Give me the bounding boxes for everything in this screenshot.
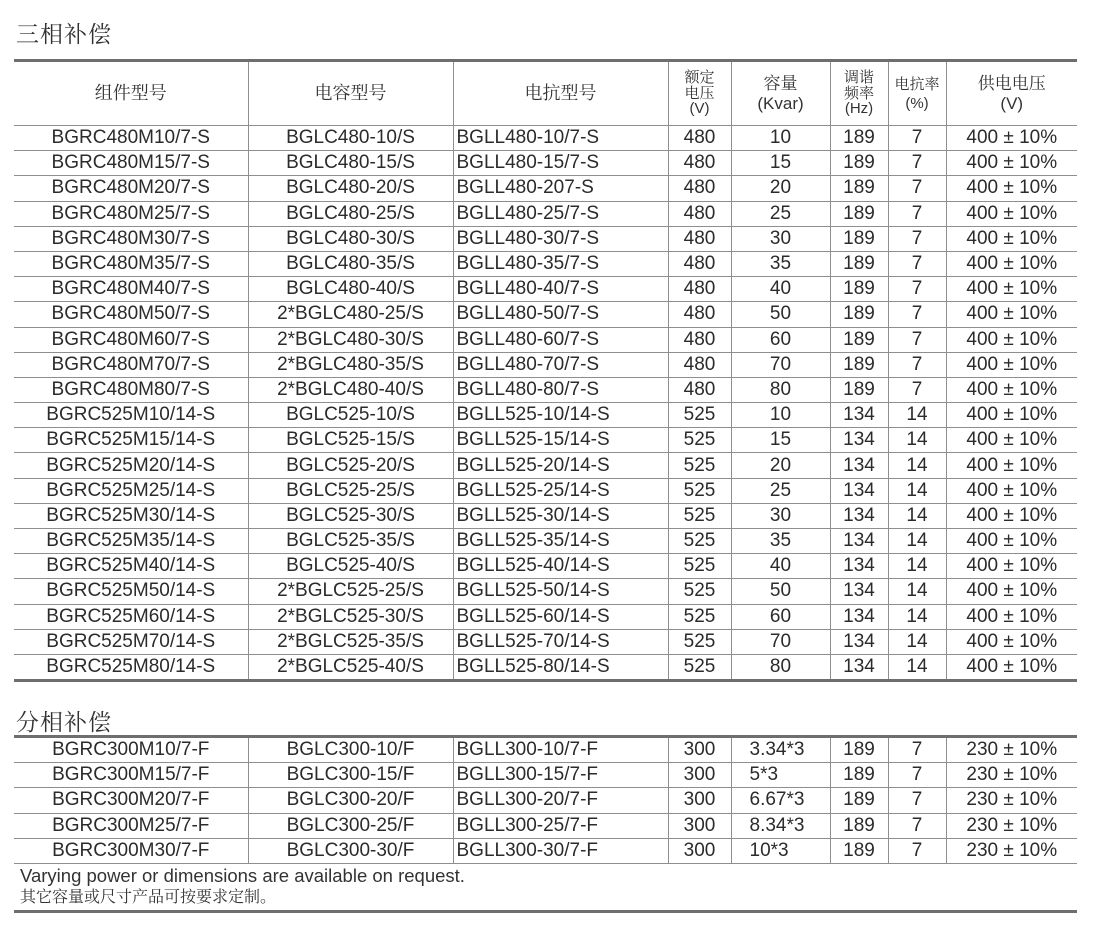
cell-supply-voltage: 400 ± 10% [946, 428, 1077, 453]
cell-reactor-model: BGLL480-25/7-S [453, 201, 668, 226]
table-row [14, 176, 1077, 201]
cell-supply-voltage: 400 ± 10% [946, 554, 1077, 579]
cell-reactance-rate: 14 [888, 428, 946, 453]
cell-assembly-model: BGRC480M60/7-S [14, 327, 248, 352]
cell-supply-voltage: 400 ± 10% [946, 453, 1077, 478]
cell-reactor-model: BGLL480-30/7-S [453, 226, 668, 251]
three-phase-section-title: 三相补偿 [16, 21, 112, 47]
cell-tuning-frequency: 189 [830, 302, 888, 327]
cell-assembly-model: BGRC480M50/7-S [14, 302, 248, 327]
cell-assembly-model: BGRC480M25/7-S [14, 201, 248, 226]
cell-reactor-model: BGLL525-50/14-S [453, 579, 668, 604]
cell-rated-voltage: 525 [668, 478, 731, 503]
cell-rated-voltage: 480 [668, 126, 731, 151]
cell-rated-voltage: 525 [668, 629, 731, 654]
cell-rated-voltage: 300 [668, 763, 731, 788]
cell-reactance-rate: 7 [888, 838, 946, 863]
table-row [14, 126, 1077, 151]
header-row [14, 61, 1077, 126]
cell-capacitor-model: BGLC300-15/F [248, 763, 453, 788]
footnote [14, 865, 1077, 913]
table-row [14, 352, 1077, 377]
table-row [14, 763, 1077, 788]
cell-assembly-model: BGRC300M20/7-F [14, 788, 248, 813]
table-row [14, 226, 1077, 251]
cell-tuning-frequency: 134 [830, 554, 888, 579]
table-row [14, 277, 1077, 302]
header-tuning-frequency: 调谐 频率 (Hz) [830, 61, 888, 126]
cell-reactance-rate: 7 [888, 788, 946, 813]
cell-tuning-frequency: 189 [830, 838, 888, 863]
cell-tuning-frequency: 134 [830, 604, 888, 629]
cell-rated-voltage: 480 [668, 352, 731, 377]
cell-capacitor-model: 2*BGLC525-35/S [248, 629, 453, 654]
cell-reactor-model: BGLL525-60/14-S [453, 604, 668, 629]
cell-reactance-rate: 7 [888, 151, 946, 176]
cell-rated-voltage: 480 [668, 251, 731, 276]
cell-capacitor-model: BGLC480-40/S [248, 277, 453, 302]
cell-reactor-model: BGLL525-10/14-S [453, 403, 668, 428]
cell-tuning-frequency: 189 [830, 352, 888, 377]
split-phase-table [14, 735, 1077, 864]
cell-capacitor-model: BGLC480-10/S [248, 126, 453, 151]
cell-supply-voltage: 400 ± 10% [946, 579, 1077, 604]
cell-supply-voltage: 400 ± 10% [946, 201, 1077, 226]
cell-reactor-model: BGLL480-70/7-S [453, 352, 668, 377]
cell-supply-voltage: 400 ± 10% [946, 176, 1077, 201]
cell-rated-voltage: 300 [668, 838, 731, 863]
cell-capacity: 70 [731, 629, 830, 654]
cell-capacity: 10*3 [731, 838, 830, 863]
cell-capacity: 60 [731, 327, 830, 352]
cell-assembly-model: BGRC300M15/7-F [14, 763, 248, 788]
cell-supply-voltage: 230 ± 10% [946, 737, 1077, 763]
table-row [14, 654, 1077, 680]
cell-assembly-model: BGRC525M40/14-S [14, 554, 248, 579]
header-capacitor-model: 电容型号 [248, 61, 453, 126]
table-row [14, 403, 1077, 428]
cell-capacity: 35 [731, 251, 830, 276]
cell-reactor-model: BGLL480-60/7-S [453, 327, 668, 352]
cell-capacity: 30 [731, 503, 830, 528]
cell-rated-voltage: 480 [668, 226, 731, 251]
cell-supply-voltage: 230 ± 10% [946, 763, 1077, 788]
cell-reactance-rate: 7 [888, 737, 946, 763]
cell-capacity: 30 [731, 226, 830, 251]
cell-supply-voltage: 400 ± 10% [946, 327, 1077, 352]
cell-reactor-model: BGLL300-30/7-F [453, 838, 668, 863]
cell-reactance-rate: 7 [888, 302, 946, 327]
cell-rated-voltage: 525 [668, 503, 731, 528]
cell-reactance-rate: 14 [888, 503, 946, 528]
header-assembly-model: 组件型号 [14, 61, 248, 126]
cell-supply-voltage: 400 ± 10% [946, 277, 1077, 302]
cell-rated-voltage: 480 [668, 327, 731, 352]
cell-reactance-rate: 14 [888, 453, 946, 478]
cell-capacitor-model: 2*BGLC480-30/S [248, 327, 453, 352]
table-row [14, 478, 1077, 503]
cell-reactance-rate: 7 [888, 813, 946, 838]
cell-capacity: 50 [731, 302, 830, 327]
cell-assembly-model: BGRC480M40/7-S [14, 277, 248, 302]
cell-tuning-frequency: 189 [830, 251, 888, 276]
header-rated-voltage: 额定 电压 (V) [668, 61, 731, 126]
cell-reactance-rate: 14 [888, 579, 946, 604]
cell-reactor-model: BGLL525-20/14-S [453, 453, 668, 478]
cell-rated-voltage: 300 [668, 788, 731, 813]
cell-supply-voltage: 400 ± 10% [946, 251, 1077, 276]
cell-reactance-rate: 14 [888, 478, 946, 503]
header-supply-voltage: 供电电压 (V) [946, 61, 1077, 126]
cell-capacitor-model: BGLC300-30/F [248, 838, 453, 863]
cell-reactor-model: BGLL480-80/7-S [453, 377, 668, 402]
cell-capacitor-model: BGLC480-30/S [248, 226, 453, 251]
cell-reactor-model: BGLL525-15/14-S [453, 428, 668, 453]
header-capacity: 容量 (Kvar) [731, 61, 830, 126]
cell-reactor-model: BGLL300-25/7-F [453, 813, 668, 838]
cell-capacitor-model: BGLC480-15/S [248, 151, 453, 176]
cell-tuning-frequency: 189 [830, 277, 888, 302]
cell-rated-voltage: 480 [668, 151, 731, 176]
cell-capacity: 50 [731, 579, 830, 604]
split-phase-section-title: 分相补偿 [16, 709, 112, 735]
cell-reactance-rate: 7 [888, 226, 946, 251]
cell-capacity: 80 [731, 377, 830, 402]
cell-supply-voltage: 400 ± 10% [946, 302, 1077, 327]
cell-reactance-rate: 14 [888, 654, 946, 680]
cell-assembly-model: BGRC525M50/14-S [14, 579, 248, 604]
cell-assembly-model: BGRC525M35/14-S [14, 529, 248, 554]
cell-capacity: 6.67*3 [731, 788, 830, 813]
cell-reactance-rate: 7 [888, 763, 946, 788]
cell-capacity: 20 [731, 176, 830, 201]
table-row [14, 737, 1077, 763]
cell-reactance-rate: 14 [888, 604, 946, 629]
cell-supply-voltage: 400 ± 10% [946, 529, 1077, 554]
cell-capacitor-model: BGLC525-30/S [248, 503, 453, 528]
table-row [14, 788, 1077, 813]
table-row [14, 302, 1077, 327]
cell-assembly-model: BGRC525M10/14-S [14, 403, 248, 428]
cell-reactor-model: BGLL480-40/7-S [453, 277, 668, 302]
cell-reactor-model: BGLL480-10/7-S [453, 126, 668, 151]
cell-reactance-rate: 14 [888, 529, 946, 554]
three-phase-table [14, 59, 1077, 682]
cell-supply-voltage: 400 ± 10% [946, 629, 1077, 654]
cell-tuning-frequency: 189 [830, 226, 888, 251]
cell-capacitor-model: BGLC525-15/S [248, 428, 453, 453]
footnote-english: Varying power or dimensions are available on request. [20, 865, 465, 886]
cell-rated-voltage: 525 [668, 554, 731, 579]
cell-reactance-rate: 14 [888, 554, 946, 579]
cell-capacitor-model: 2*BGLC480-25/S [248, 302, 453, 327]
table-row [14, 503, 1077, 528]
cell-reactor-model: BGLL300-20/7-F [453, 788, 668, 813]
table-row [14, 629, 1077, 654]
cell-rated-voltage: 300 [668, 813, 731, 838]
cell-assembly-model: BGRC525M80/14-S [14, 654, 248, 680]
table-row [14, 579, 1077, 604]
cell-rated-voltage: 525 [668, 428, 731, 453]
cell-tuning-frequency: 189 [830, 763, 888, 788]
cell-reactor-model: BGLL525-40/14-S [453, 554, 668, 579]
cell-supply-voltage: 400 ± 10% [946, 403, 1077, 428]
cell-capacity: 10 [731, 403, 830, 428]
cell-assembly-model: BGRC300M10/7-F [14, 737, 248, 763]
cell-assembly-model: BGRC480M35/7-S [14, 251, 248, 276]
cell-tuning-frequency: 189 [830, 201, 888, 226]
cell-capacitor-model: BGLC525-10/S [248, 403, 453, 428]
cell-assembly-model: BGRC525M20/14-S [14, 453, 248, 478]
cell-reactance-rate: 7 [888, 201, 946, 226]
cell-reactor-model: BGLL525-25/14-S [453, 478, 668, 503]
cell-rated-voltage: 525 [668, 604, 731, 629]
cell-capacity: 80 [731, 654, 830, 680]
table-row [14, 428, 1077, 453]
footnote-chinese: 其它容量或尺寸产品可按要求定制。 [20, 889, 277, 906]
cell-capacity: 40 [731, 554, 830, 579]
cell-reactor-model: BGLL525-35/14-S [453, 529, 668, 554]
cell-tuning-frequency: 134 [830, 453, 888, 478]
cell-tuning-frequency: 189 [830, 788, 888, 813]
cell-reactor-model: BGLL480-207-S [453, 176, 668, 201]
cell-capacitor-model: BGLC300-20/F [248, 788, 453, 813]
cell-capacity: 15 [731, 151, 830, 176]
cell-capacitor-model: BGLC300-25/F [248, 813, 453, 838]
cell-reactance-rate: 7 [888, 327, 946, 352]
cell-rated-voltage: 480 [668, 377, 731, 402]
cell-reactance-rate: 7 [888, 352, 946, 377]
cell-capacity: 3.34*3 [731, 737, 830, 763]
table-row [14, 604, 1077, 629]
cell-tuning-frequency: 189 [830, 813, 888, 838]
cell-capacity: 10 [731, 126, 830, 151]
table-row [14, 529, 1077, 554]
cell-rated-voltage: 300 [668, 737, 731, 763]
cell-assembly-model: BGRC480M70/7-S [14, 352, 248, 377]
cell-supply-voltage: 230 ± 10% [946, 813, 1077, 838]
cell-supply-voltage: 400 ± 10% [946, 377, 1077, 402]
cell-rated-voltage: 525 [668, 529, 731, 554]
cell-capacitor-model: BGLC480-25/S [248, 201, 453, 226]
cell-capacity: 20 [731, 453, 830, 478]
cell-reactor-model: BGLL525-70/14-S [453, 629, 668, 654]
cell-tuning-frequency: 134 [830, 428, 888, 453]
cell-capacitor-model: BGLC525-35/S [248, 529, 453, 554]
cell-tuning-frequency: 189 [830, 151, 888, 176]
cell-reactor-model: BGLL525-30/14-S [453, 503, 668, 528]
cell-supply-voltage: 400 ± 10% [946, 654, 1077, 680]
cell-rated-voltage: 480 [668, 302, 731, 327]
table-row [14, 453, 1077, 478]
table-row [14, 251, 1077, 276]
cell-capacitor-model: BGLC525-40/S [248, 554, 453, 579]
cell-reactor-model: BGLL480-35/7-S [453, 251, 668, 276]
cell-capacity: 25 [731, 478, 830, 503]
cell-capacity: 8.34*3 [731, 813, 830, 838]
cell-reactor-model: BGLL480-50/7-S [453, 302, 668, 327]
cell-tuning-frequency: 134 [830, 654, 888, 680]
cell-tuning-frequency: 134 [830, 478, 888, 503]
cell-assembly-model: BGRC525M60/14-S [14, 604, 248, 629]
cell-capacitor-model: 2*BGLC480-35/S [248, 352, 453, 377]
cell-assembly-model: BGRC480M80/7-S [14, 377, 248, 402]
cell-capacitor-model: 2*BGLC525-30/S [248, 604, 453, 629]
cell-supply-voltage: 400 ± 10% [946, 503, 1077, 528]
cell-rated-voltage: 525 [668, 579, 731, 604]
header-reactance-rate: 电抗率 (%) [888, 61, 946, 126]
cell-capacity: 35 [731, 529, 830, 554]
cell-tuning-frequency: 134 [830, 579, 888, 604]
cell-capacity: 40 [731, 277, 830, 302]
cell-tuning-frequency: 189 [830, 176, 888, 201]
cell-reactance-rate: 7 [888, 251, 946, 276]
cell-assembly-model: BGRC525M70/14-S [14, 629, 248, 654]
cell-reactor-model: BGLL480-15/7-S [453, 151, 668, 176]
cell-capacitor-model: 2*BGLC525-40/S [248, 654, 453, 680]
cell-supply-voltage: 400 ± 10% [946, 226, 1077, 251]
cell-tuning-frequency: 189 [830, 377, 888, 402]
cell-tuning-frequency: 189 [830, 126, 888, 151]
cell-capacity: 25 [731, 201, 830, 226]
cell-reactance-rate: 14 [888, 629, 946, 654]
cell-reactance-rate: 7 [888, 176, 946, 201]
cell-tuning-frequency: 189 [830, 327, 888, 352]
cell-assembly-model: BGRC480M10/7-S [14, 126, 248, 151]
cell-capacity: 70 [731, 352, 830, 377]
cell-capacity: 15 [731, 428, 830, 453]
cell-reactor-model: BGLL300-15/7-F [453, 763, 668, 788]
table-row [14, 377, 1077, 402]
cell-rated-voltage: 480 [668, 176, 731, 201]
cell-reactance-rate: 7 [888, 277, 946, 302]
cell-rated-voltage: 480 [668, 277, 731, 302]
cell-reactance-rate: 14 [888, 403, 946, 428]
cell-capacitor-model: BGLC525-25/S [248, 478, 453, 503]
cell-tuning-frequency: 134 [830, 629, 888, 654]
cell-reactor-model: BGLL525-80/14-S [453, 654, 668, 680]
cell-tuning-frequency: 134 [830, 403, 888, 428]
cell-rated-voltage: 525 [668, 453, 731, 478]
table-row [14, 554, 1077, 579]
cell-capacitor-model: BGLC480-35/S [248, 251, 453, 276]
cell-assembly-model: BGRC480M30/7-S [14, 226, 248, 251]
cell-reactance-rate: 7 [888, 126, 946, 151]
cell-supply-voltage: 400 ± 10% [946, 151, 1077, 176]
cell-rated-voltage: 525 [668, 654, 731, 680]
cell-capacitor-model: BGLC480-20/S [248, 176, 453, 201]
cell-assembly-model: BGRC480M20/7-S [14, 176, 248, 201]
cell-supply-voltage: 230 ± 10% [946, 838, 1077, 863]
cell-assembly-model: BGRC480M15/7-S [14, 151, 248, 176]
cell-tuning-frequency: 134 [830, 503, 888, 528]
cell-reactor-model: BGLL300-10/7-F [453, 737, 668, 763]
header-reactor-model: 电抗型号 [453, 61, 668, 126]
cell-capacity: 60 [731, 604, 830, 629]
cell-supply-voltage: 400 ± 10% [946, 604, 1077, 629]
table-row [14, 201, 1077, 226]
cell-capacitor-model: 2*BGLC525-25/S [248, 579, 453, 604]
table-row [14, 151, 1077, 176]
cell-assembly-model: BGRC525M25/14-S [14, 478, 248, 503]
cell-capacitor-model: BGLC525-20/S [248, 453, 453, 478]
cell-supply-voltage: 400 ± 10% [946, 478, 1077, 503]
cell-assembly-model: BGRC300M30/7-F [14, 838, 248, 863]
table-row [14, 813, 1077, 838]
cell-reactance-rate: 7 [888, 377, 946, 402]
cell-tuning-frequency: 189 [830, 737, 888, 763]
cell-capacity: 5*3 [731, 763, 830, 788]
cell-supply-voltage: 400 ± 10% [946, 352, 1077, 377]
cell-assembly-model: BGRC525M15/14-S [14, 428, 248, 453]
cell-assembly-model: BGRC525M30/14-S [14, 503, 248, 528]
cell-supply-voltage: 230 ± 10% [946, 788, 1077, 813]
cell-rated-voltage: 480 [668, 201, 731, 226]
cell-capacitor-model: 2*BGLC480-40/S [248, 377, 453, 402]
table-row [14, 838, 1077, 863]
cell-rated-voltage: 525 [668, 403, 731, 428]
cell-supply-voltage: 400 ± 10% [946, 126, 1077, 151]
cell-tuning-frequency: 134 [830, 529, 888, 554]
table-row [14, 327, 1077, 352]
cell-capacitor-model: BGLC300-10/F [248, 737, 453, 763]
cell-assembly-model: BGRC300M25/7-F [14, 813, 248, 838]
